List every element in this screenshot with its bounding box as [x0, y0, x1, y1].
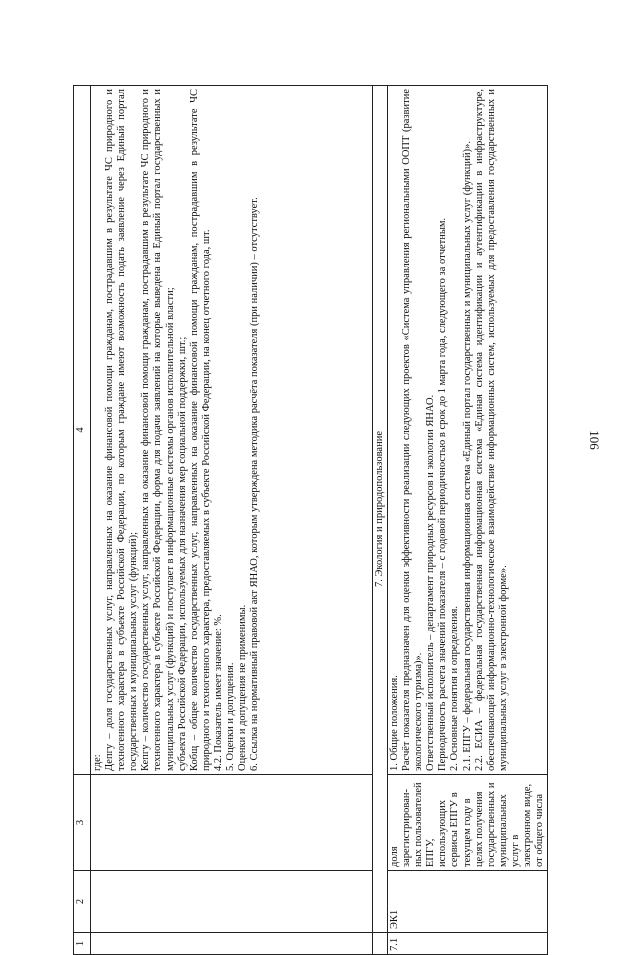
- section-title-row: [373, 86, 388, 955]
- indicator-name: доля зарегистрирован-ных пользователей ЕПГУ, использующих сервисы ЕПГУ в текущем году в целях получения государственных и муниципальных услуг в электронном виде, от общего числа: [388, 775, 548, 871]
- methodology-line: Депгу – доля государственных услуг, направленных на оказание финансовой помощи гражданам, пострадавшим в результате ЧС природного и техногенного характера в субъекте Российской Федерации, по которым граждане имеют возможность подать заявление через Единый портал государственных и муниципальных услуг (функций);: [104, 89, 140, 771]
- cell-empty: [91, 871, 373, 933]
- methodology-cell: [91, 86, 373, 775]
- page-number: 106: [587, 430, 602, 450]
- methodology-line: Оценки и допущения не применимы.: [237, 604, 249, 771]
- column-header-4: 4: [74, 86, 91, 775]
- methodology-line: Периодичность расчета значений показателя – с годовой периодичностью в срок до 1 марта года, следующего за отчетным.: [437, 217, 449, 771]
- row-number: 7.1: [388, 933, 548, 955]
- section-title: 7. Экология и природопользование: [373, 86, 388, 933]
- methodology-line: Ответственный исполнитель – департамент природных ресурсов и экологии ЯНАО.: [425, 394, 437, 771]
- methodology-line: Кепгу – количество государственных услуг, направленных на оказание финансовой помощи гражданам, пострадавшим в результате ЧС природного и техногенного характера в субъекте Российской Федерации, форма для подачи заявлений на которые выведена на Единый портал государственных и муниципальных услуг (функций) и поступает в информационные системы органов исполнительной власти;: [140, 89, 176, 771]
- column-header-2: 2: [74, 871, 91, 933]
- table-row-continued: [91, 86, 373, 955]
- table-row: [388, 86, 548, 955]
- indicator-code: ЭК1: [388, 871, 548, 933]
- methodology-line: 1. Общие положения.: [389, 675, 400, 771]
- column-header-1: 1: [74, 933, 91, 955]
- methodology-line: 2. Основные понятия и определения.: [449, 606, 461, 771]
- methodology-cell: [388, 86, 548, 775]
- methodology-line: Расчёт показателя предназначен для оценки эффективности реализации следующих проектов «Система управления региональными ООПТ (развитие экологического туризма)».: [401, 89, 425, 771]
- methodology-line: где:: [92, 754, 103, 771]
- methodology-line: 2.1. ЕПГУ – федеральная государственная информационная система «Единый портал государственных и муниципальных услуг (функций)».: [461, 141, 473, 771]
- indicators-table: [73, 85, 548, 955]
- column-header-3: 3: [74, 775, 91, 871]
- methodology-line: 2.2. ЕСИА – федеральная государственная информационная система «Единая система идентификации и аутентификации в инфраструктуре, обеспечивающей информационно-технологическое взаимодействие информационных систем, используемых для предоставления государственных и муниципальных услуг в электронной форме».: [473, 89, 509, 771]
- methodology-line: 4.2. Показатель имеет значение: %.: [212, 614, 224, 771]
- cell-empty: [91, 775, 373, 871]
- column-number-row: [74, 86, 91, 955]
- methodology-line: Кобщ – общее количество государственных услуг, направленных на оказание финансовой помощи гражданам, пострадавшим в результате ЧС природного и техногенного характера, предоставляемых в субъекте Российской Федерации, на конец отчетного года, шт.: [188, 89, 212, 771]
- rotated-table-page: [73, 85, 548, 955]
- methodology-line: субъекта Российской Федерации, используемых для назначения мер социальной поддержки, шт.;: [176, 336, 188, 771]
- methodology-line: 6. Ссылка на нормативный правовой акт ЯНАО, которым утверждена методика расчёта показателя (при наличии) – отсутствует.: [249, 197, 261, 771]
- methodology-line: 5. Оценки и допущения.: [225, 662, 237, 771]
- cell-empty: [373, 933, 388, 955]
- cell-empty: [91, 933, 373, 955]
